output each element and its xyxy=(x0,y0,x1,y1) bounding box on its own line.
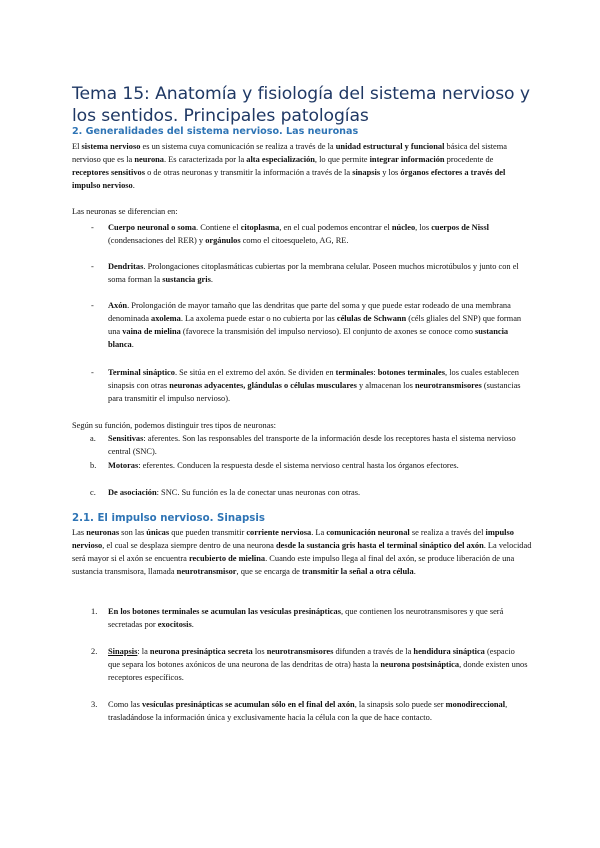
part-soma: Cuerpo neuronal o soma. Contiene el citoplasma, en el cual podemos encontrar el núcleo, los cuerpos de Nissl (condensaciones del RER) y orgánulos como el citoesqueleto, AG, RE. xyxy=(108,223,489,245)
part-dendrites: Dendritas. Prolongaciones citoplasmáticas cubiertas por la membrana celular. Poseen muchos microtúbulos y junto con el soma forman la sustancia gris. xyxy=(108,262,519,284)
document-title: Tema 15: Anatomía y fisiología del sistema nervioso y los sentidos. Principales patologías xyxy=(72,84,530,126)
step-3: Como las vesículas presinápticas se acumulan sólo en el final del axón, la sinapsis solo puede ser monodireccional, trasladándose la información única y exclusivamente hacia la célula con la que de hace contacto. xyxy=(108,700,508,722)
step-2-marker: 2. xyxy=(91,647,98,656)
step-3-marker: 3. xyxy=(91,700,98,709)
part-1-marker: - xyxy=(91,223,94,232)
step-1: En los botones terminales se acumulan las vesículas presinápticas, que contienen los neurotransmisores y que será secretadas por exocitosis. xyxy=(108,607,504,629)
section-2-1-heading: 2.1. El impulso nervioso. Sinapsis xyxy=(72,513,265,524)
type-association: De asociación: SNC. Su función es la de conectar unas neuronas con otras. xyxy=(108,488,361,497)
neuron-types-lead: Según su función, podemos distinguir tres tipos de neuronas: xyxy=(72,421,277,430)
type-motor: Motoras: eferentes. Conducen la respuesta desde el sistema nervioso central hasta los órganos efectores. xyxy=(108,461,459,470)
section-2-1-intro: Las neuronas son las únicas que pueden transmitir corriente nerviosa. La comunicación neuronal se realiza a través del impulso nervioso, el cual se desplaza siempre dentro de una neurona desde la sustancia gris hasta el terminal sináptico del axón. La velocidad será mayor si el axón se encuentra recubierto de mielina. Cuando este impulso llega al final del axón, se produce liberación de una sustancia transmisora, llamada neurotransmisor, que se encarga de transmitir la señal a otra célula. xyxy=(72,528,532,576)
step-2: Sinapsis: la neurona presináptica secreta los neurotransmisores difunden a través de la hendidura sináptica (espacio que separa los botones axónicos de una neurona de las dendritas de otra) hasta la neurona postsináptica, donde existen unos receptores específicos. xyxy=(108,647,528,682)
part-2-marker: - xyxy=(91,262,94,271)
section-2-heading: 2. Generalidades del sistema nervioso. Las neuronas xyxy=(72,126,359,137)
part-axon: Axón. Prolongación de mayor tamaño que las dendritas que parte del soma y que puede estar rodeado de una membrana denominada axolema. La axolema puede estar o no cubierta por las células de Schwann (céls gliales del SNP) que forman una vaina de mielina (favorece la transmisión del impulso nervioso). El conjunto de axones se conoce como sustancia blanca. xyxy=(108,301,522,349)
neuron-parts-lead: Las neuronas se diferencian en: xyxy=(72,207,178,216)
step-1-marker: 1. xyxy=(91,607,98,616)
part-3-marker: - xyxy=(91,301,94,310)
type-c-marker: c. xyxy=(90,488,96,497)
type-sensitive: Sensitivas: aferentes. Son las responsables del transporte de la información desde los receptores hasta el sistema nervioso central (SNC). xyxy=(108,434,516,456)
type-a-marker: a. xyxy=(90,434,96,443)
part-4-marker: - xyxy=(91,368,94,377)
part-synaptic-terminal: Terminal sináptico. Se sitúa en el extremo del axón. Se dividen en terminales: botones terminales, los cuales establecen sinapsis con otras neuronas adyacentes, glándulas o células musculares y almacenan los neurotransmisores (sustancias para transmitir el impulso nervioso). xyxy=(108,368,521,403)
type-b-marker: b. xyxy=(90,461,97,470)
section-2-intro: El sistema nervioso es un sistema cuya comunicación se realiza a través de la unidad estructural y funcional básica del sistema nervioso que es la neurona. Es caracterizada por la alta especialización, lo que permite integrar información procedente de receptores sensitivos o de otras neuronas y transmitir la información a través de la sinapsis y los órganos efectores a través del impulso nervioso. xyxy=(72,142,507,190)
